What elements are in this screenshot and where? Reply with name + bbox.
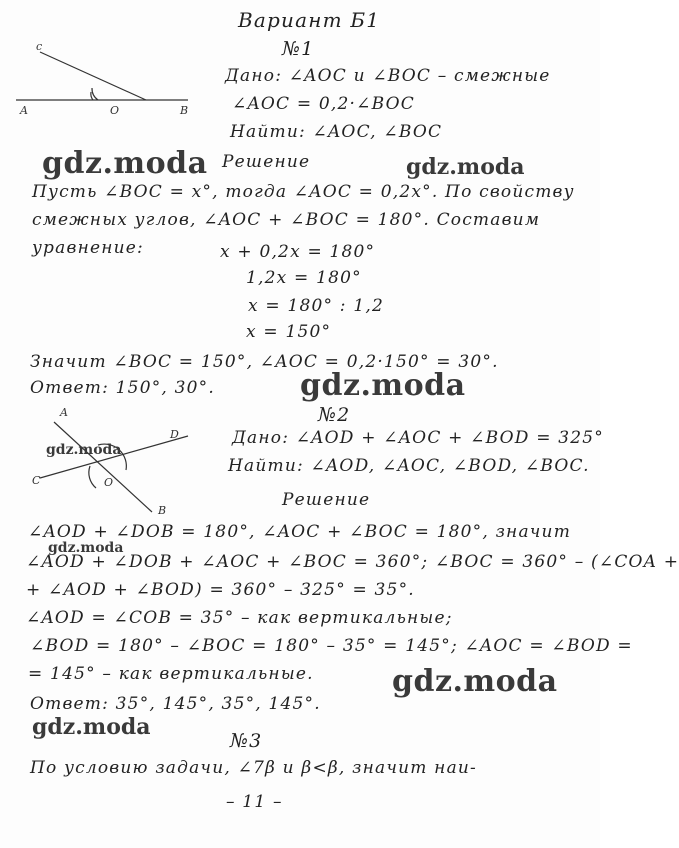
problem-3-text: По условию задачи, ∠7β и β<β, значит наи- xyxy=(30,758,477,778)
watermark: gdz.moda xyxy=(300,368,466,403)
watermark: gdz.moda xyxy=(392,664,558,699)
problem-2-number: №2 xyxy=(318,404,351,426)
watermark: gdz.moda xyxy=(48,540,124,556)
problem-2-answer: Ответ: 35°, 145°, 35°, 145°. xyxy=(30,694,321,714)
problem-1-answer: Ответ: 150°, 30°. xyxy=(30,378,215,398)
watermark: gdz.moda xyxy=(32,714,151,740)
problem-2-line-5: ∠BOD = 180° – ∠BOC = 180° – 35° = 145°; ∠AOC = ∠BOD = xyxy=(30,636,633,656)
problem-2-solution-title: Решение xyxy=(282,490,371,510)
problem-2-figure xyxy=(0,400,220,520)
problem-1-number: №1 xyxy=(282,38,315,60)
watermark: gdz.moda xyxy=(42,146,208,181)
figure-1-label-c: c xyxy=(36,40,43,53)
variant-title: Вариант Б1 xyxy=(238,8,381,32)
problem-2-find: Найти: ∠AOD, ∠AOC, ∠BOD, ∠BOC. xyxy=(228,456,590,476)
figure-1-label-a: A xyxy=(20,104,28,117)
problem-1-given: Дано: ∠AOC и ∠BOC – смежные xyxy=(225,66,551,86)
problem-2-line-1: ∠AOD + ∠DOB = 180°, ∠AOC + ∠BOC = 180°, значит xyxy=(28,522,572,542)
problem-2-line-3: + ∠AOD + ∠BOD) = 360° – 325° = 35°. xyxy=(26,580,415,600)
problem-1-equation-3: x = 180° : 1,2 xyxy=(248,296,384,316)
problem-1-equation-2: 1,2x = 180° xyxy=(246,268,362,288)
figure-2-label-b: B xyxy=(158,504,167,517)
problem-1-solution-title: Решение xyxy=(222,152,311,172)
watermark: gdz.moda xyxy=(406,154,525,180)
problem-1-text-3: уравнение: xyxy=(32,238,144,258)
problem-1-text-1: Пусть ∠BOC = x°, тогда ∠AOC = 0,2x°. По свойству xyxy=(32,182,575,202)
figure-1-label-b: B xyxy=(180,104,189,117)
problem-2-given: Дано: ∠AOD + ∠AOC + ∠BOD = 325° xyxy=(232,428,604,448)
problem-1-equation-4: x = 150° xyxy=(246,322,332,342)
problem-1-text-2: смежных углов, ∠AOC + ∠BOC = 180°. Составим xyxy=(32,210,541,230)
page-number: – 11 – xyxy=(226,792,283,812)
figure-1-label-o: O xyxy=(110,104,120,117)
problem-3-number: №3 xyxy=(230,730,263,752)
problem-1-figure xyxy=(0,40,200,120)
problem-2-line-4: ∠AOD = ∠COB = 35° – как вертикальные; xyxy=(26,608,453,628)
figure-2-label-d: D xyxy=(170,428,179,441)
problem-1-equation-1: x + 0,2x = 180° xyxy=(220,242,376,262)
problem-1-find: Найти: ∠AOC, ∠BOC xyxy=(230,122,443,142)
watermark: gdz.moda xyxy=(46,442,122,458)
figure-2-label-c: C xyxy=(32,474,41,487)
problem-1-given-2: ∠AOC = 0,2·∠BOC xyxy=(232,94,415,114)
problem-2-line-2: ∠AOD + ∠DOB + ∠AOC + ∠BOC = 360°; ∠BOC = 360° – (∠COA + xyxy=(26,552,679,572)
problem-2-line-6: = 145° – как вертикальные. xyxy=(28,664,314,684)
figure-2-label-a: A xyxy=(60,406,68,419)
problem-1-conclusion: Значит ∠BOC = 150°, ∠AOC = 0,2·150° = 30°. xyxy=(30,352,499,372)
figure-2-label-o: O xyxy=(104,476,114,489)
